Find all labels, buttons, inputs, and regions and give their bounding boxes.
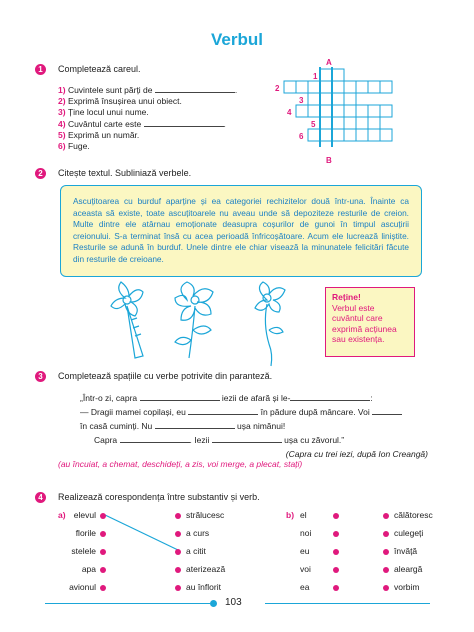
question-6: 6) Fuge.: [58, 141, 90, 151]
exercise-number-2: 2: [35, 168, 46, 179]
crossword-row-label: 5: [311, 120, 316, 129]
verb-item: culegeți: [394, 528, 424, 538]
noun-item: florile: [75, 528, 96, 538]
exercise-number-4: 4: [35, 492, 46, 503]
reading-text: Ascuțitoarea cu burduf aparține și ea categoriei rechizitelor două într-una. Înainte ca aceasta să existe, toate ascuțitoarele nu aveau unde să depoziteze resturile de creion. Multe dintre ele atârnau emoționate deasupra coșurilor de gunoi în timpul ascuțirii creionului. S-a terminat însă cu acea perioadă înfricoșătoare. Acum ele lucrează liniștite. Resturile se adună în burduf. Unele dintre ele chiar visează la minunatele felicitări făcute din resturile de creioane.: [73, 196, 409, 264]
crossword-row-label: 4: [287, 108, 292, 117]
match-dot[interactable]: [175, 513, 181, 519]
question-1: 1) Cuvintele sunt părți de .: [58, 85, 238, 95]
match-dot[interactable]: [333, 585, 339, 591]
verb-item: vorbim: [394, 582, 420, 592]
pronoun-item: voi: [300, 564, 311, 574]
pronoun-item: eu: [300, 546, 310, 556]
page-number: 103: [225, 597, 242, 608]
match-dot[interactable]: [100, 531, 106, 537]
verb-item: călătoresc: [394, 510, 433, 520]
match-dot[interactable]: [100, 585, 106, 591]
page-title: Verbul: [211, 30, 263, 49]
match-dot[interactable]: [383, 549, 389, 555]
match-dot[interactable]: [100, 549, 106, 555]
exercise-number-3: 3: [35, 371, 46, 382]
crossword-label-a: A: [326, 58, 332, 67]
match-dot[interactable]: [383, 585, 389, 591]
question-5: 5) Exprimă un număr.: [58, 130, 140, 140]
verb-item: aterizează: [186, 564, 226, 574]
verb-item: a curs: [186, 528, 210, 538]
verb-item: învăță: [394, 546, 418, 556]
match-dot[interactable]: [383, 531, 389, 537]
verb-item: strălucesc: [186, 510, 225, 520]
pronoun-item: ea: [300, 582, 310, 592]
footer-line-left: [45, 603, 210, 604]
crossword-label-b: B: [326, 156, 332, 165]
exercise-number-1: 1: [35, 64, 46, 75]
match-dot[interactable]: [175, 567, 181, 573]
match-dot[interactable]: [175, 531, 181, 537]
note-text: Verbul este cuvântul care exprimă acțiunea sau existența.: [332, 302, 397, 344]
crossword-row-label: 3: [299, 96, 304, 105]
match-dot[interactable]: [333, 549, 339, 555]
footer-dot: [210, 600, 217, 607]
match-dot[interactable]: [175, 549, 181, 555]
match-dot[interactable]: [383, 567, 389, 573]
footer-line-right: [265, 603, 430, 604]
crossword-row-label: 2: [275, 84, 280, 93]
match-dot[interactable]: [175, 585, 181, 591]
exercise-3-instruction: Completează spațiile cu verbe potrivite din paranteză.: [58, 371, 273, 381]
match-dot[interactable]: [100, 513, 106, 519]
noun-item: stelele: [71, 546, 96, 556]
noun-item: avionul: [69, 582, 96, 592]
crossword-row-label: 6: [299, 132, 304, 141]
note-title: Reține!: [332, 292, 361, 302]
verb-item: a citit: [186, 546, 206, 556]
match-dot[interactable]: [100, 567, 106, 573]
question-2: 2) Exprimă însușirea unui obiect.: [58, 96, 182, 106]
pronoun-item: el: [300, 510, 307, 520]
exercise-3-text: „Într-o zi, capra iezii de afară și le- : — Dragii mamei copilași, eu în pădure după mâncare. Voi în casă cuminți. Nu ușa nimănui! Capra . Iezii ușa cu zăvorul.” (Capra cu trei iezi, după Ion Creangă): [80, 391, 440, 461]
exercise-4-instruction: Realizează corespondența între substantiv și verb.: [58, 492, 260, 502]
exercise-2-instruction: Citește textul. Subliniază verbele.: [58, 168, 192, 178]
match-dot[interactable]: [333, 531, 339, 537]
question-4: 4) Cuvântul carte este .: [58, 119, 226, 129]
exercise-1-instruction: Completează careul.: [58, 64, 141, 74]
group-a-label: a): [58, 510, 66, 520]
match-dot[interactable]: [333, 567, 339, 573]
noun-item: apa: [81, 564, 96, 574]
pronoun-item: noi: [300, 528, 312, 538]
match-dot[interactable]: [333, 513, 339, 519]
verb-item: au înflorit: [186, 582, 221, 592]
question-3: 3) Ține locul unui nume.: [58, 107, 149, 117]
verb-options: (au încuiat, a chemat, deschideți, a zis, voi merge, a plecat, stați): [58, 459, 303, 469]
text-source: (Capra cu trei iezi, după Ion Creangă): [285, 449, 428, 459]
group-b-label: b): [286, 510, 295, 520]
noun-item: elevul: [73, 510, 96, 520]
verb-item: aleargă: [394, 564, 423, 574]
match-dot[interactable]: [383, 513, 389, 519]
crossword-row-label: 1: [313, 72, 318, 81]
